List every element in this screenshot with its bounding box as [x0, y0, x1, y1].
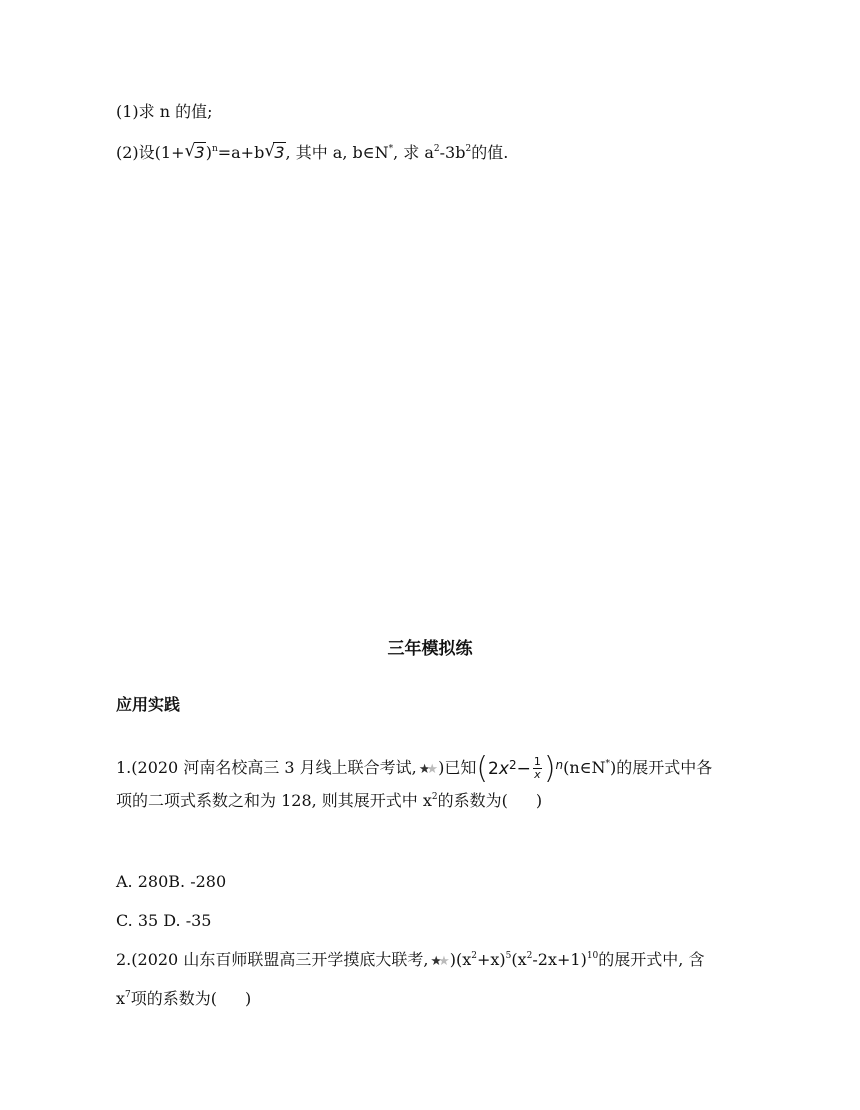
options-c-d: C. 35 D. -35	[116, 911, 212, 930]
sqrt-3-b: √ 3	[264, 141, 285, 162]
part2-prefix: (2)设(1+	[116, 143, 185, 162]
options-a-b: A. 280B. -280	[116, 872, 227, 891]
difficulty-stars-icon: ★★	[430, 954, 446, 969]
question-2-line-1: 2.(2020 山东百师联盟高三开学摸底大联考, ★★ )$(x^2+x)^5(x^2-2x+1)^{10}$的展开式中, 含	[116, 948, 704, 974]
sqrt-3: √ 3	[184, 141, 205, 162]
part2-text: (2)设(1+ √ 3)$^n$=a+b √ 3, 其中 a, b∈N*, 求 $a^2-3b^2$的值.	[116, 141, 508, 165]
question-1-line-2: 项的二项式系数之和为 128, 则其展开式中 $x^2$的系数为( )	[116, 791, 543, 810]
binomial-formula: ( 2 x 2 − $\frac{1}{x}$ ) n	[476, 750, 564, 786]
difficulty-stars-icon: ★★	[418, 762, 435, 777]
question-2-line-2: $x^7$项的系数为( )	[116, 989, 252, 1008]
part1-text: (1)求 n 的值;	[116, 102, 213, 121]
page-heading: 三年模拟练	[387, 639, 473, 659]
question-1-line-1: 1.(2020 河南名校高三 3 月线上联合考试, ★★ )已知 ( 2 x 2 − $\frac{1}{x}$ ) n (n∈N*)的展开式中各	[116, 750, 713, 786]
section-title: 应用实践	[116, 695, 181, 714]
